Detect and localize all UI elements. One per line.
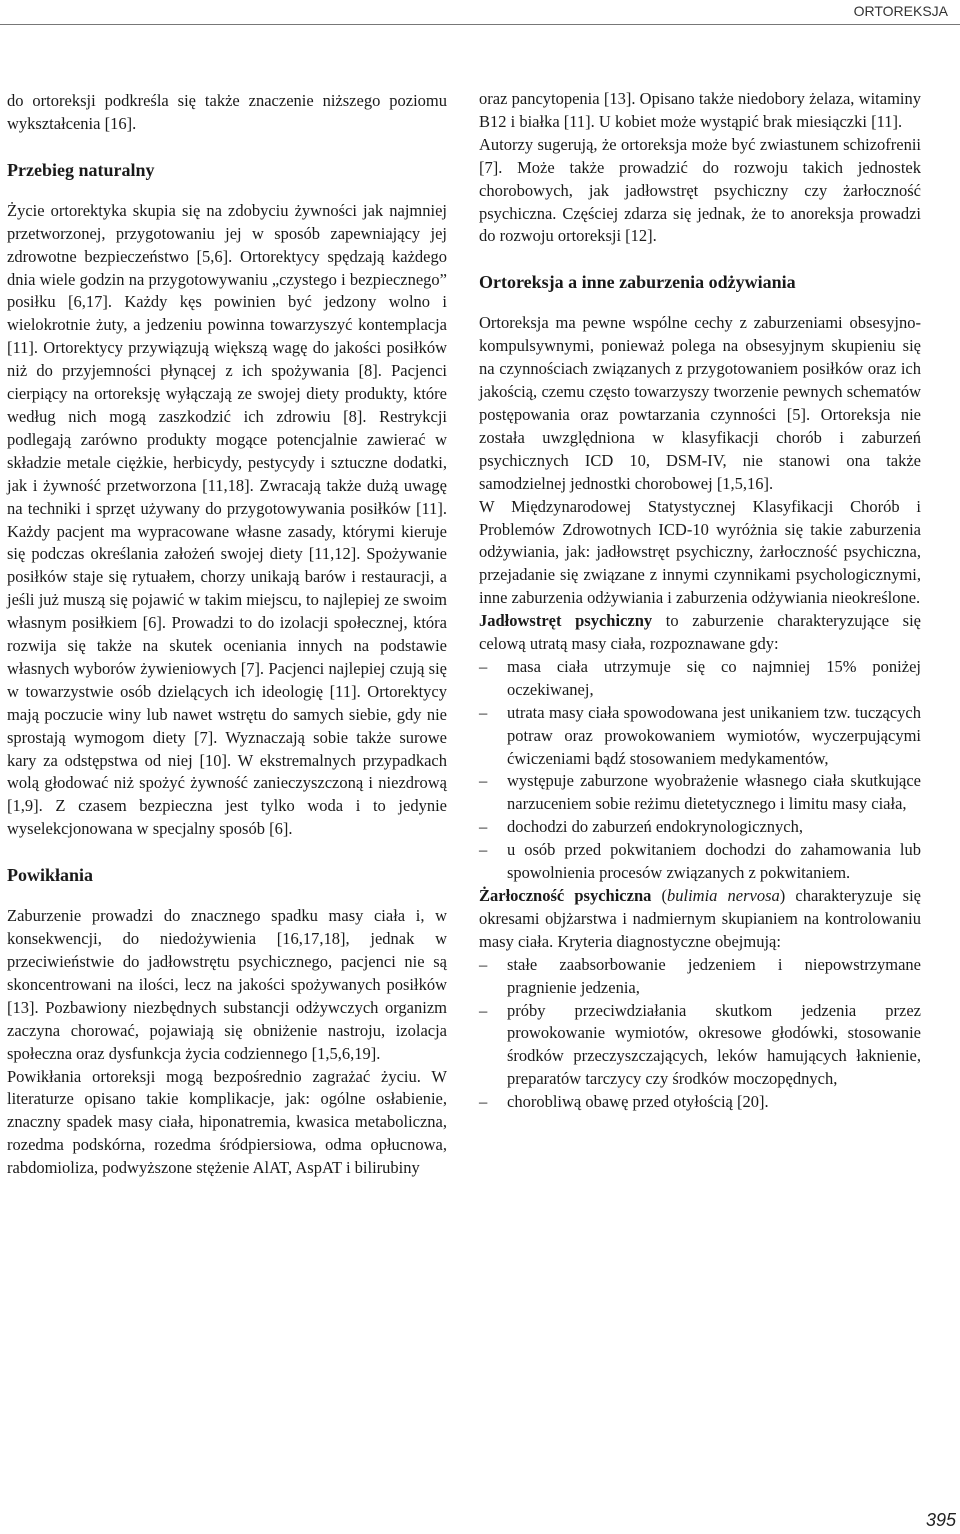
list-item: – u osób przed pokwitaniem dochodzi do zahamowania lub spowolnienia procesów związanych z pokwitaniem. bbox=[479, 839, 921, 885]
anorexia-term: Jadłowstręt psychiczny bbox=[479, 611, 653, 631]
list-item: – stałe zaabsorbowanie jedzeniem i niepowstrzymane pragnienie jedzenia, bbox=[479, 954, 921, 1000]
bulimia-paren-open: ( bbox=[651, 886, 667, 905]
header-rule bbox=[0, 24, 960, 25]
section-heading-inne-zaburzenia: Ortoreksja a inne zaburzenia odżywiania bbox=[479, 272, 796, 293]
bulimia-criteria-list bbox=[479, 954, 921, 1114]
section-paragraph-inne-2: W Międzynarodowej Statystycznej Klasyfikacji Chorób i Problemów Zdrowotnych ICD-10 wyróżnia się takie zaburzenia odżywiania, jak: jadłowstręt psychiczny, żarłoczność psychiczna, przejadanie się związane z innymi czynnikami psychologicznymi, inne zaburzenia odżywiania i zaburzenia odżywiania nieokreślone. bbox=[479, 496, 921, 608]
section-paragraph-powiklania-1: Zaburzenie prowadzi do znacznego spadku masy ciała i, w konsekwencji, do niedożywienia [16,17,18], jednak w przeciwieństwie do jadłowstrętu psychicznego, pacjenci nie są skoncentrowani na ilości, lecz na jakości spożywanych posiłków [13]. Pozbawiony niezbędnych substancji odżywczych organizm zaczyna chorować, pojawiają się obniżenie nastroju, izolacja społeczna oraz dysfunkcja życia codziennego [1,5,6,19]. bbox=[7, 906, 447, 1063]
list-item: – utrata masy ciała spowodowana jest unikaniem tzw. tuczących potraw oraz prowokowaniem wymiotów, wyczerpującymi ćwiczeniami bądź stosowaniem medykamentów, bbox=[479, 702, 921, 771]
left-column bbox=[7, 90, 447, 1180]
section-heading-powiklania: Powikłania bbox=[7, 865, 94, 886]
anorexia-intro: to zaburzenie charakteryzujące się celową utratą masy ciała, rozpoznawane gdy: bbox=[479, 611, 921, 654]
intro-paragraph: do ortoreksji podkreśla się także znaczenie niższego poziomu wykształcenia [16]. bbox=[7, 91, 447, 133]
section-paragraph-inne-1: Ortoreksja ma pewne wspólne cechy z zaburzeniami obsesyjno-kompulsywnymi, ponieważ polega na obsesyjnym skupieniu się na czynnościach związanych z przygotowaniem posiłków oraz ich jakością, czemu często towarzyszy tworzenie pewnych schematów postępowania oraz powtarzania czynności [5]. Ortoreksja nie została uwzględniona w klasyfikacji chorób i zaburzeń psychicznych ICD 10, DSM-IV, nie stanowi ona także samodzielnej jednostki chorobowej [1,5,16]. bbox=[479, 313, 921, 493]
list-item: – chorobliwą obawę przed otyłością [20]. bbox=[479, 1091, 921, 1114]
anorexia-paragraph bbox=[479, 610, 921, 656]
section-paragraph-przebieg: Życie ortorektyka skupia się na zdobyciu żywności jak najmniej przetworzonej, przygotowaniu jej w sposób zapewniający jej zdrowotne bezpieczeństwo [5,6]. Ortorektycy spędzają każdego dnia wiele godzin na przygotowywaniu „czystego i bezpiecznego” posiłku [6,17]. Każdy kęs powinien być jedzony wolno i wielokrotnie żuty, a jedzeniu powinna towarzyszyć kontemplacja [11]. Ortorektycy przywiązują większą wagę do jakości posiłków niż do przyjemności płynącej z ich spożywania [8]. Pacjenci cierpiący na ortoreksję wyłączają ze swojej diety produkty, które według nich mogą zaszkodzić ich zdrowiu [8]. Restrykcji podlegają zarówno produkty mogące potencjalnie zawierać w składzie metale ciężkie, herbicydy, pestycydy i sztuczne dodatki, jak i żywność przetworzona [11,18]. Zwracają także dużą uwagę na techniki i sprzęt używany do przygotowywania posiłków [11]. Każdy pacjent ma wypracowane własne zasady, którymi kieruje się podczas określania założeń swojej diety [11,12]. Spożywanie posiłków staje się rytuałem, chorzy unikają barów i restauracji, a jeśli już muszą się pojawić w takim miejscu, to najlepiej ze swoim własnym posiłkiem [6]. Prowadzi to do izolacji społecznej, która rozwija się także na skutek oceniania innych na podstawie własnych wyborów żywieniowych [7]. Pacjenci najlepiej czują się w towarzystwie osób dzielących ich ideologię [11]. Ortorektycy mają poczucie winy lub nawet wstrętu do samych siebie, gdy nie sprostają wymogom diety [7]. Wyznaczają sobie także surowe kary za odstępstwa od niej [10]. W ekstremalnych przypadkach wolą głodować niż spożyć żywność zanieczyszczoną i niezdrową [1,9]. Z czasem bezpieczna jest tylko woda i to jedynie wyselekcjonowana w specjalny sposób [6]. bbox=[7, 200, 447, 839]
bulimia-term: Żarłoczność psychiczna bbox=[479, 886, 652, 905]
running-header bbox=[0, 0, 960, 24]
running-title: ORTOREKSJA bbox=[853, 3, 948, 19]
bulimia-paren-close: ) bbox=[779, 886, 786, 905]
continued-paragraph-2: Autorzy sugerują, że ortoreksja może być zwiastunem schizofrenii [7]. Może także prowadzić do rozwoju takich jednostek chorobowych, jak jadłowstręt psychiczny czy żarłoczność psychiczna. Częściej zdarza się jednak, że to anoreksja prowadzi do rozwoju ortoreksji [12]. bbox=[479, 134, 921, 246]
right-column bbox=[479, 88, 921, 1114]
bulimia-intro: charakteryzuje się okresami objżarstwa i nadmiernym skupianiem na kontrolowaniu masy ciała. Kryteria diagnostyczne obejmują: bbox=[479, 886, 921, 951]
anorexia-criteria-list bbox=[479, 656, 921, 885]
bulimia-latin-term: bulimia nervosa bbox=[667, 886, 780, 905]
section-paragraph-powiklania-2: Powikłania ortoreksji mogą bezpośrednio zagrażać życiu. W literaturze opisano takie komplikacje, jak: ogólne osłabienie, znaczny spadek masy ciała, hiponatremia, kwasica metaboliczna, rozedma podskórna, rozedma śródpiersiowa, odma opłucnowa, rabdomioliza, podwyższone stężenie AlAT, AspAT i bilirubiny bbox=[7, 1066, 447, 1178]
section-heading-przebieg: Przebieg naturalny bbox=[7, 159, 155, 180]
continued-paragraph-1: oraz pancytopenia [13]. Opisano także niedobory żelaza, witaminy B12 i białka [11]. U kobiet może wystąpić brak miesiączki [11]. bbox=[479, 89, 921, 131]
list-item: – dochodzi do zaburzeń endokrynologicznych, bbox=[479, 816, 921, 839]
list-item: – masa ciała utrzymuje się co najmniej 15% poniżej oczekiwanej, bbox=[479, 656, 921, 702]
bulimia-paragraph bbox=[479, 885, 921, 954]
page-number: 395 bbox=[925, 1510, 956, 1530]
list-item: – próby przeciwdziałania skutkom jedzenia przez prowokowanie wymiotów, okresowe głodówki, stosowanie środków przeczyszczających, leków hamujących łaknienie, preparatów tarczycy czy środków moczopędnych, bbox=[479, 1000, 921, 1092]
list-item: – występuje zaburzone wyobrażenie własnego ciała skutkujące narzuceniem sobie reżimu dietetycznego i limitu masy ciała, bbox=[479, 770, 921, 816]
